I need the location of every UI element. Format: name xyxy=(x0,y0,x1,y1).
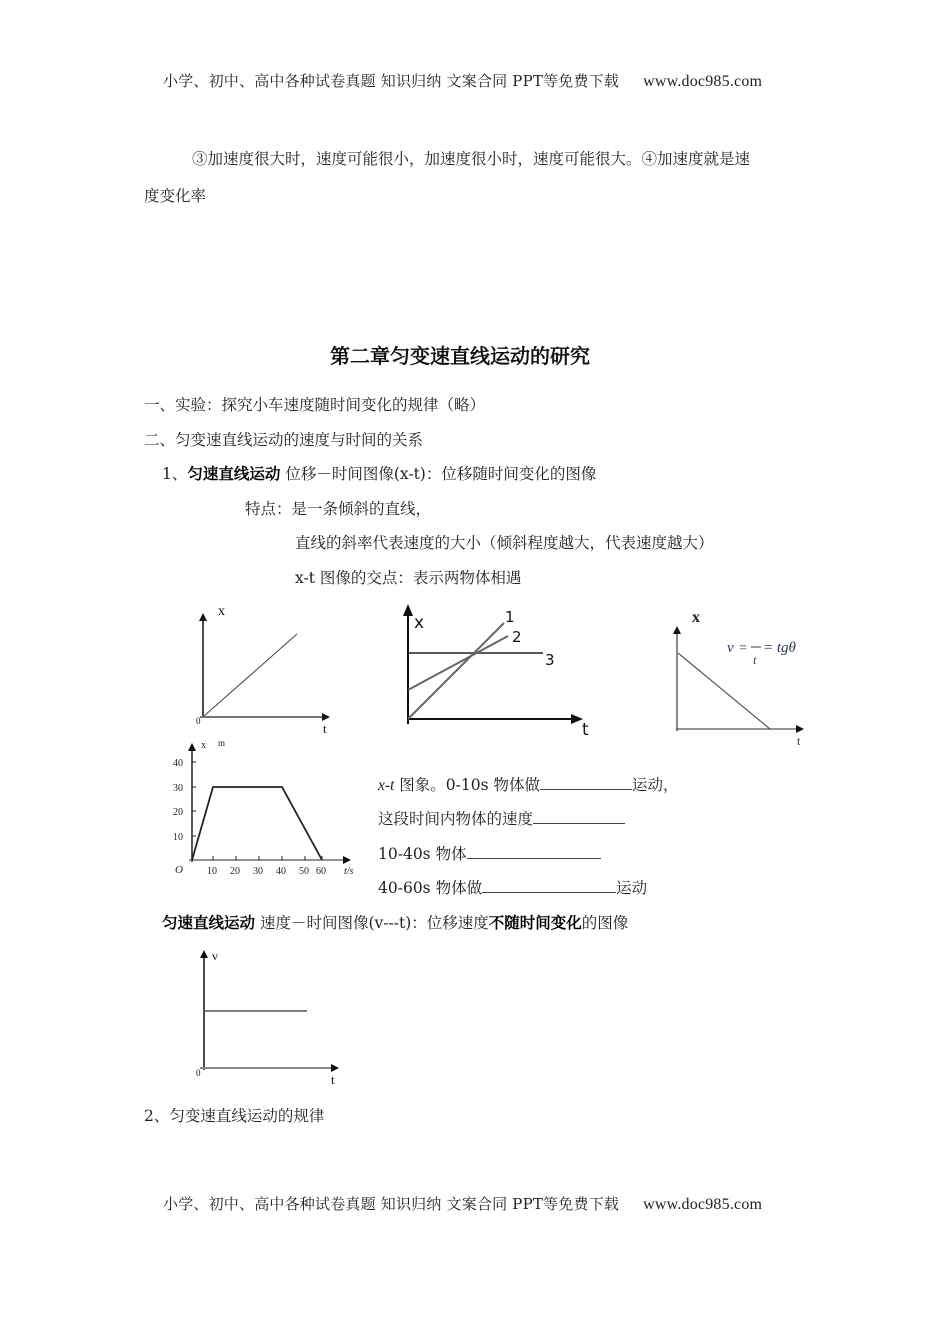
exercise-line-4 xyxy=(378,876,647,898)
graph-5-y-label: v xyxy=(212,949,218,963)
formula-t: t xyxy=(753,653,757,667)
vt-description xyxy=(162,911,628,933)
exercise-line-4-end: 运动 xyxy=(616,879,648,897)
graph-4-ytick-30: 30 xyxy=(173,783,183,794)
graph-2-y-label: x xyxy=(414,613,425,633)
features-label: 特点： xyxy=(245,500,292,518)
graph-2-x-label: t xyxy=(582,720,589,740)
graph-3-x-label: t xyxy=(797,734,801,748)
exercise-line-1 xyxy=(378,773,679,795)
header-text: 小学、初中、高中各种试卷真题 知识归纳 文案合同 PPT等免费下载 xyxy=(163,72,620,90)
graph-1-x-label: t xyxy=(323,721,327,736)
graph-3-y-label: x xyxy=(692,609,700,626)
graph-4 xyxy=(173,738,354,877)
graph-1 xyxy=(196,604,328,736)
section-1-heading: 一、实验：探究小车速度随时间变化的规律（略） xyxy=(144,396,486,414)
exercise-line-1-end: 运动， xyxy=(632,776,679,794)
vt-mid: 速度－时间图像(v---t)：位移速度 xyxy=(255,914,489,932)
formula-eq: = xyxy=(739,641,747,656)
graph-1-y-label: x xyxy=(218,604,225,619)
graph-4-ytick-40: 40 xyxy=(173,758,183,769)
page-footer xyxy=(163,1193,762,1214)
section-2-heading: 二、匀变速直线运动的速度与时间的关系 xyxy=(144,431,424,449)
intro-line-2: 度变化率 xyxy=(144,187,207,205)
formula-rhs: = tgθ xyxy=(763,640,796,656)
graph-4-xtick-40: 40 xyxy=(276,866,286,877)
slope-formula xyxy=(727,640,797,667)
graph-2-line-2-label: 2 xyxy=(512,628,522,646)
item-1-rest: 位移－时间图像(x-t)：位移随时间变化的图像 xyxy=(280,465,597,483)
exercise-line-1-text: 图象。0-10s 物体做 xyxy=(394,776,540,794)
graph-5 xyxy=(196,949,337,1087)
feature-3: x-t 图像的交点：表示两物体相遇 xyxy=(295,569,522,587)
graph-4-ytick-10: 10 xyxy=(173,832,183,843)
graph-2 xyxy=(407,606,589,740)
header-url: www.doc985.com xyxy=(643,73,763,90)
chapter-title: 第二章匀变速直线运动的研究 xyxy=(330,344,590,368)
exercise-line-4-text: 40-60s 物体做 xyxy=(378,879,483,897)
graph-5-origin: 0 xyxy=(196,1068,201,1078)
graph-5-x-label: t xyxy=(331,1072,335,1087)
blank-1[interactable] xyxy=(540,775,632,790)
exercise-line-3 xyxy=(378,842,601,864)
graph-4-xtick-50: 50 xyxy=(299,866,309,877)
blank-2[interactable] xyxy=(533,809,625,824)
footer-text: 小学、初中、高中各种试卷真题 知识归纳 文案合同 PPT等免费下载 xyxy=(163,1195,620,1213)
blank-4[interactable] xyxy=(482,878,616,893)
graph-4-xtick-30: 30 xyxy=(253,866,263,877)
exercise-line-3-text: 10-40s 物体 xyxy=(378,845,467,863)
item-1-prefix: 1、 xyxy=(162,465,188,483)
exercise-line-2-text: 这段时间内物体的速度 xyxy=(378,810,534,828)
graph-2-line-1-label: 1 xyxy=(505,608,515,626)
graph-4-xtick-10: 10 xyxy=(207,866,217,877)
exercise-xt: x-t xyxy=(378,777,395,794)
exercise-line-2 xyxy=(378,807,625,829)
vt-bold-1: 匀速直线运动 xyxy=(162,914,256,932)
graph-4-xtick-60: 60 xyxy=(316,866,326,877)
feature-2: 直线的斜率代表速度的大小（倾斜程度越大，代表速度越大） xyxy=(295,534,714,552)
graph-3 xyxy=(676,609,802,748)
graph-4-x-label: t/s xyxy=(344,866,354,877)
graph-4-origin: O xyxy=(175,864,183,876)
vt-end: 的图像 xyxy=(581,914,629,932)
graph-4-xtick-20: 20 xyxy=(230,866,240,877)
graph-2-line-3-label: 3 xyxy=(545,651,555,669)
graph-4-y-label: x xyxy=(201,740,206,751)
feature-1: 是一条倾斜的直线， xyxy=(291,500,432,518)
blank-3[interactable] xyxy=(467,844,601,859)
intro-line-1: ③加速度很大时，速度可能很小，加速度很小时，速度可能很大。④加速度就是速 xyxy=(192,150,751,168)
item-2-heading: 2、匀变速直线运动的规律 xyxy=(144,1107,325,1125)
graph-4-unit: m xyxy=(218,738,226,748)
footer-url: www.doc985.com xyxy=(643,1196,763,1213)
formula-v: v xyxy=(727,640,734,656)
vt-bold-2: 不随时间变化 xyxy=(488,914,582,932)
graph-4-ytick-20: 20 xyxy=(173,807,183,818)
item-1-bold: 匀速直线运动 xyxy=(187,465,281,483)
graph-1-origin: 0 xyxy=(196,716,201,726)
